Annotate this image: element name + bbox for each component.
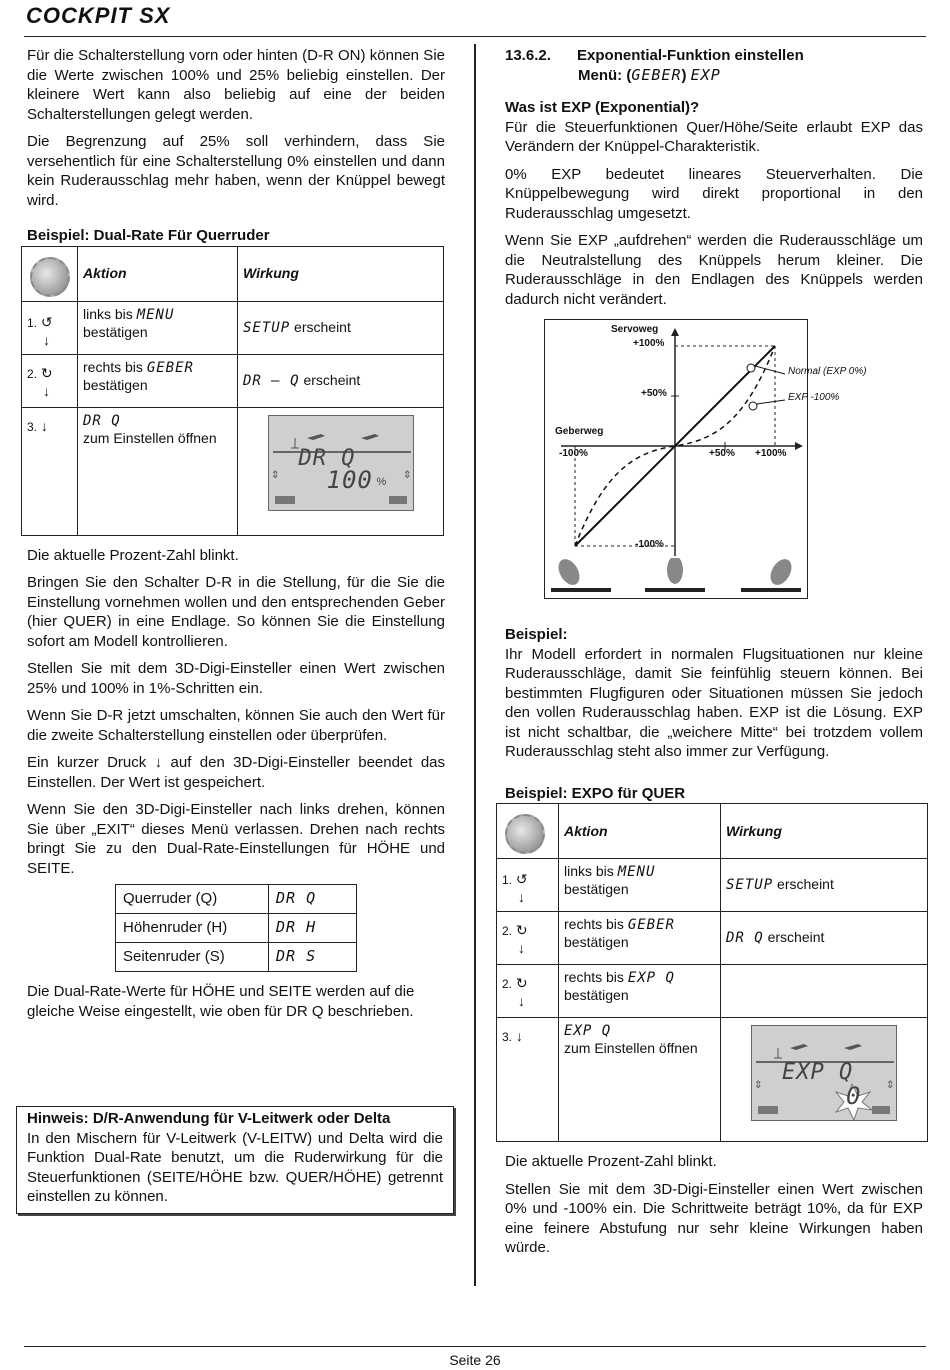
x-tick-label: +50% <box>709 448 735 459</box>
menu-path: Menü: (GEBER) EXP <box>578 65 721 84</box>
table-row: 1. ↺ ↓ links bis MENU bestätigen SETUP erscheint <box>497 859 928 912</box>
paragraph: Für die Steuerfunktionen Quer/Höhe/Seite erlaubt EXP das Verändern der Knüppel-Charakteristik. <box>505 118 923 155</box>
expo-steps-table <box>496 803 928 1142</box>
left-column <box>27 46 445 1021</box>
dr-codes-table <box>115 884 357 972</box>
header-rule <box>24 36 926 37</box>
lcd-value: 0 <box>846 1082 862 1110</box>
y-tick-label: +50% <box>641 388 667 399</box>
rotate-right-icon: ↻ <box>40 364 53 381</box>
column-header-action: Aktion <box>559 804 721 859</box>
press-down-icon: ↓ <box>518 993 525 1009</box>
knob-cell <box>497 804 559 859</box>
lcd-display <box>268 415 414 511</box>
svg-text:⇕: ⇕ <box>402 465 411 482</box>
paragraph: Die aktuelle Prozent-Zahl blinkt. <box>27 546 239 564</box>
table-title: Beispiel: EXPO für QUER <box>505 784 686 802</box>
paragraph: 0% EXP bedeutet lineares Steuerverhalten. Die Knüppelbewegung wird direkt proportional in den Ruderausschlag umgesetzt. <box>505 165 923 222</box>
svg-text:⇕: ⇕ <box>754 1076 763 1092</box>
column-header-action: Aktion <box>78 246 238 301</box>
rotate-left-icon: ↺ <box>515 871 528 887</box>
svg-text:⇕: ⇕ <box>270 465 279 482</box>
table-row: 3. ↓ DR Q zum Einstellen öffnen ⇕ ⇕ DR Q 100 % <box>22 407 444 535</box>
y-tick-label: +100% <box>633 338 665 349</box>
right-column <box>502 46 923 1266</box>
table-row: 3. ↓ EXP Q zum Einstellen öffnen ⇕ ⇕ EXP Q 0 <box>497 1018 928 1142</box>
page-number: Seite 26 <box>449 1352 501 1368</box>
header-title: COCKPIT SX <box>26 3 171 28</box>
note-box <box>16 1106 454 1214</box>
y-axis-label: Servoweg <box>611 324 659 335</box>
press-down-icon: ↓ <box>43 331 50 348</box>
note-title: Hinweis: D/R-Anwendung für V-Leitwerk oder Delta <box>27 1110 391 1127</box>
paragraph: Wenn Sie den 3D-Digi-Einsteller nach links drehen, können Sie über „EXIT“ dieses Menü verlassen. Drehen nach rechts bringt Sie zu den Dual-Rate-Einstellungen für HÖHE und SEITE. <box>27 801 445 877</box>
lcd-unit: % <box>376 475 387 488</box>
knob-icon <box>505 814 545 854</box>
press-down-icon: ↓ <box>515 1028 523 1044</box>
lcd-line1: DR Q <box>298 445 356 471</box>
exp-diagram <box>544 319 867 599</box>
paragraph: Stellen Sie mit dem 3D-Digi-Einsteller einen Wert zwischen 0% und -100% ein. Die Schrittweite beträgt 10%, da für EXP eine feinere Abstufung nur sehr kleine Wirkungen haben würde. <box>505 1180 923 1256</box>
lcd-line1: EXP Q <box>782 1060 854 1085</box>
paragraph: Die aktuelle Prozent-Zahl blinkt. <box>505 1153 717 1170</box>
table-row: Querruder (Q) DR Q <box>116 885 357 914</box>
subheading: Was ist EXP (Exponential)? <box>505 99 700 116</box>
x-tick-label: -100% <box>559 448 588 459</box>
rotate-left-icon: ↺ <box>40 313 53 330</box>
footer-rule <box>24 1346 926 1347</box>
y-tick-label: -100% <box>635 539 664 550</box>
section-heading: 13.6.2. Exponential-Funktion einstellen <box>505 47 804 64</box>
press-down-icon: ↓ <box>154 754 163 771</box>
table-row: 2. ↻ ↓ rechts bis EXP Q bestätigen <box>497 965 928 1018</box>
press-down-icon: ↓ <box>40 417 48 434</box>
table-row: 1. ↺ ↓ links bis MENU bestätigen SETUP erscheint <box>22 301 444 354</box>
rotate-right-icon: ↻ <box>515 975 528 991</box>
column-header-effect: Wirkung <box>721 804 928 859</box>
paragraph: Die Dual-Rate-Werte für HÖHE und SEITE werden auf die gleiche Weise eingestellt, wie oben für DR Q beschrieben. <box>27 983 415 1020</box>
paragraph: Wenn Sie D-R jetzt umschalten, können Sie auch den Wert für die zweite Schalterstellung einstellen oder überprüfen. <box>27 707 445 744</box>
paragraph: Die Begrenzung auf 25% soll verhindern, dass Sie versehentlich für eine Schalterstellung 0% einstellen und dann kein Ruderausschlag mehr haben, wenn der Knüppel bewegt wird. <box>27 133 445 209</box>
paragraph: Für die Schalterstellung vorn oder hinten (D-R ON) können Sie die Werte zwischen 100% und 25% beliebig einstellen. Der kleinere Wert kann also beliebig auf eine der beiden Schalterstellungen gelegt werden. <box>27 47 445 123</box>
x-axis-label: Geberweg <box>555 426 604 437</box>
table-row: Seitenruder (S) DR S <box>116 943 357 972</box>
rotate-right-icon: ↻ <box>515 922 528 938</box>
paragraph: Ein kurzer Druck ↓ auf den 3D-Digi-Einsteller beendet das Einstellen. Der Wert ist gespeichert. <box>27 754 446 791</box>
curve-label-exp: EXP -100% <box>788 392 840 403</box>
paragraph: Ihr Modell erfordert in normalen Flugsituationen nur kleine Ruderausschläge, damit Sie feinfühlig steuern können. Bei bestimmten Flugfiguren oder Situationen müssen Sie jedoch den vollen Ruderausschlag haben. EXP ist die Lösung. EXP ist nicht schaltbar, die „weichere Mitte“ bei trotzdem vollem Ruderausschlag steht also immer zur Verfügung. <box>505 645 923 760</box>
lcd-display <box>751 1025 897 1121</box>
press-down-icon: ↓ <box>518 889 525 905</box>
table-row: 2. ↻ ↓ rechts bis GEBER bestätigen DR – Q erscheint <box>22 354 444 407</box>
column-header-effect: Wirkung <box>238 246 444 301</box>
note-text: In den Mischern für V-Leitwerk (V-LEITW) und Delta wird die Funktion Dual-Rate benutzt, um die Ruderwirkung für die Steuerfunktionen (SEITE/HÖHE bzw. QUER/HÖHE) getrennt einstellen zu können. <box>27 1129 443 1205</box>
svg-text:⇕: ⇕ <box>886 1076 895 1092</box>
paragraph: Bringen Sie den Schalter D-R in die Stellung, für die Sie die Einstellung vornehmen wollen und den entsprechenden Geber (hier QUER) in eine Endlage. So können Sie die Einstellung sofort am Modell kontrollieren. <box>27 574 445 650</box>
knob-cell <box>22 246 78 301</box>
press-down-icon: ↓ <box>518 940 525 956</box>
table-title: Beispiel: Dual-Rate Für Querruder <box>27 227 270 244</box>
stick-positions-graphic <box>545 558 809 598</box>
subheading: Beispiel: <box>505 626 568 643</box>
knob-icon <box>30 257 70 297</box>
press-down-icon: ↓ <box>43 382 50 399</box>
column-divider <box>474 44 476 1286</box>
paragraph: Wenn Sie EXP „aufdrehen“ werden die Ruderausschläge um die Neutralstellung des Knüppels herum kleiner. Die Ruderausschläge in den Endlagen des Knüppels werden dadurch nicht verändert. <box>505 232 923 308</box>
lcd-value: 100 <box>326 465 373 494</box>
table-row: Höhenruder (H) DR H <box>116 914 357 943</box>
table-row: 2. ↻ ↓ rechts bis GEBER bestätigen DR Q erscheint <box>497 912 928 965</box>
paragraph: Stellen Sie mit dem 3D-Digi-Einsteller einen Wert zwischen 25% und 100% in 1%-Schritten ein. <box>27 660 445 697</box>
x-tick-label: +100% <box>755 448 787 459</box>
curve-label-normal: Normal (EXP 0%) <box>788 366 867 377</box>
dual-rate-steps-table <box>21 246 444 536</box>
